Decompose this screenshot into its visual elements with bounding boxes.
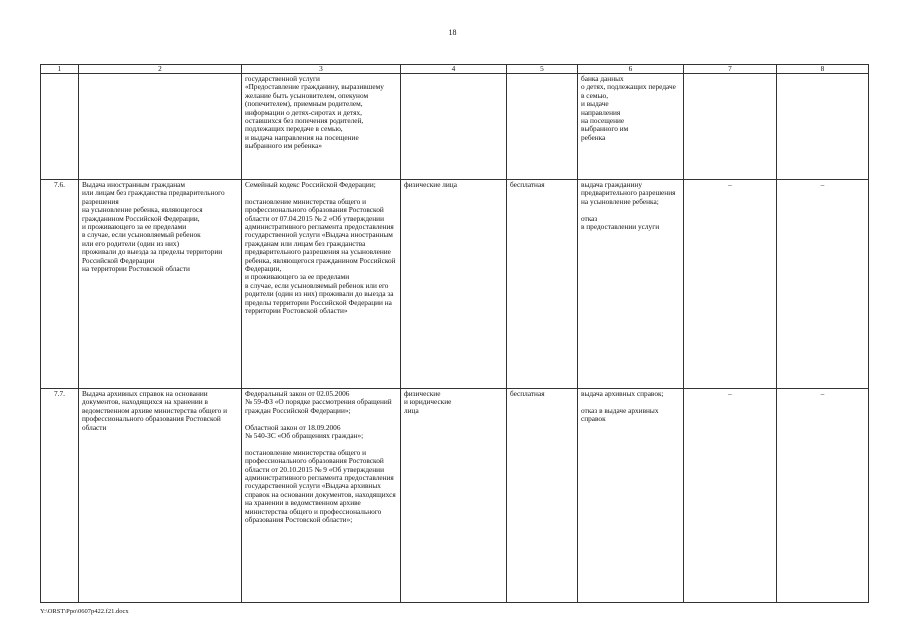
recipients-cell [401,74,507,180]
payment-cell: бесплатная [507,389,578,603]
column-header: 8 [777,65,869,74]
payment-cell [507,74,578,180]
column-header: 3 [242,65,401,74]
result-cell: выдача архивных справок; отказ в выдаче архивных справок [578,389,684,603]
service-name-cell: Выдача иностранным гражданам или лицам без гражданства предварительного разрешения на усыновление ребенка, являющегося гражданином Российской Федерации, и проживающего за ее пределами в случае, если усыновляемый ребенок или его родители (один из них) проживали до выезда за пределы территории Российской Федерации на территории Ростовской области [79,180,242,389]
row-number-cell: 7.7. [41,389,79,603]
column-header: 2 [79,65,242,74]
column-header: 4 [401,65,507,74]
column-header: 5 [507,65,578,74]
column-7-cell [684,74,777,180]
legal-basis-cell: Семейный кодекс Российской Федерации; постановление министерства общего и профессионального образования Ростовской области от 07.04.2015 № 2 «Об утверждении административного регламента предоставления государственной услуги «Выдача иностранным гражданам или лицам без гражданства предварительного разрешения на усыновление ребенка, являющегося гражданином Российской Федерации, и проживающего за ее пределами в случае, если усыновляемый ребенок или его родители (один из них) проживали до выезда за пределы территории Российской Федерации на территории Ростовской области» [242,180,401,389]
column-header: 1 [41,65,79,74]
result-cell: банка данных о детях, подлежащих передаче в семью, и выдаче направления на посещение выбранного им ребенка [578,74,684,180]
column-number-header-row [41,65,869,74]
file-path-footer: Y:\ORST\Ppo\0607p422.f21.docx [40,608,129,615]
table-row [41,74,869,180]
service-name-cell [79,74,242,180]
column-8-cell: – [777,180,869,389]
column-8-cell: – [777,389,869,603]
recipients-cell: физические и юридические лица [401,389,507,603]
table-row [41,180,869,389]
page-number: 18 [448,28,457,37]
result-cell: выдача гражданину предварительного разрешения на усыновление ребенка; отказ в предоставлении услуги [578,180,684,389]
legal-basis-cell: Федеральный закон от 02.05.2006 № 59-ФЗ «О порядке рассмотрения обращений граждан Российской Федерации»; Областной закон от 18.09.2006 № 540-ЗС «Об обращениях граждан»; постановление министерства общего и профессионального образования Ростовской области от 20.10.2015 № 9 «Об утверждении административного регламента предоставления государственной услуги «Выдача архивных справок на основании документов, находящихся на хранении в ведомственном архиве министерства общего и профессионального образования Ростовской области»; [242,389,401,603]
table-row [41,389,869,603]
column-7-cell: – [684,389,777,603]
row-number-cell: 7.6. [41,180,79,389]
column-header: 7 [684,65,777,74]
column-8-cell [777,74,869,180]
column-7-cell: – [684,180,777,389]
service-name-cell: Выдача архивных справок на основании документов, находящихся на хранении в ведомственном архиве министерства общего и профессионального образования Ростовской области [79,389,242,603]
legal-basis-cell: государственной услуги «Предоставление гражданину, выразившему желание быть усыновителем, опекуном (попечителем), приемным родителем, информации о детях-сиротах и детях, оставшихся без попечения родителей, подлежащих передаче в семью, и выдача направления на посещение выбранного им ребенка» [242,74,401,180]
recipients-cell: физические лица [401,180,507,389]
services-table [40,64,869,603]
column-header: 6 [578,65,684,74]
row-number-cell [41,74,79,180]
payment-cell: бесплатная [507,180,578,389]
